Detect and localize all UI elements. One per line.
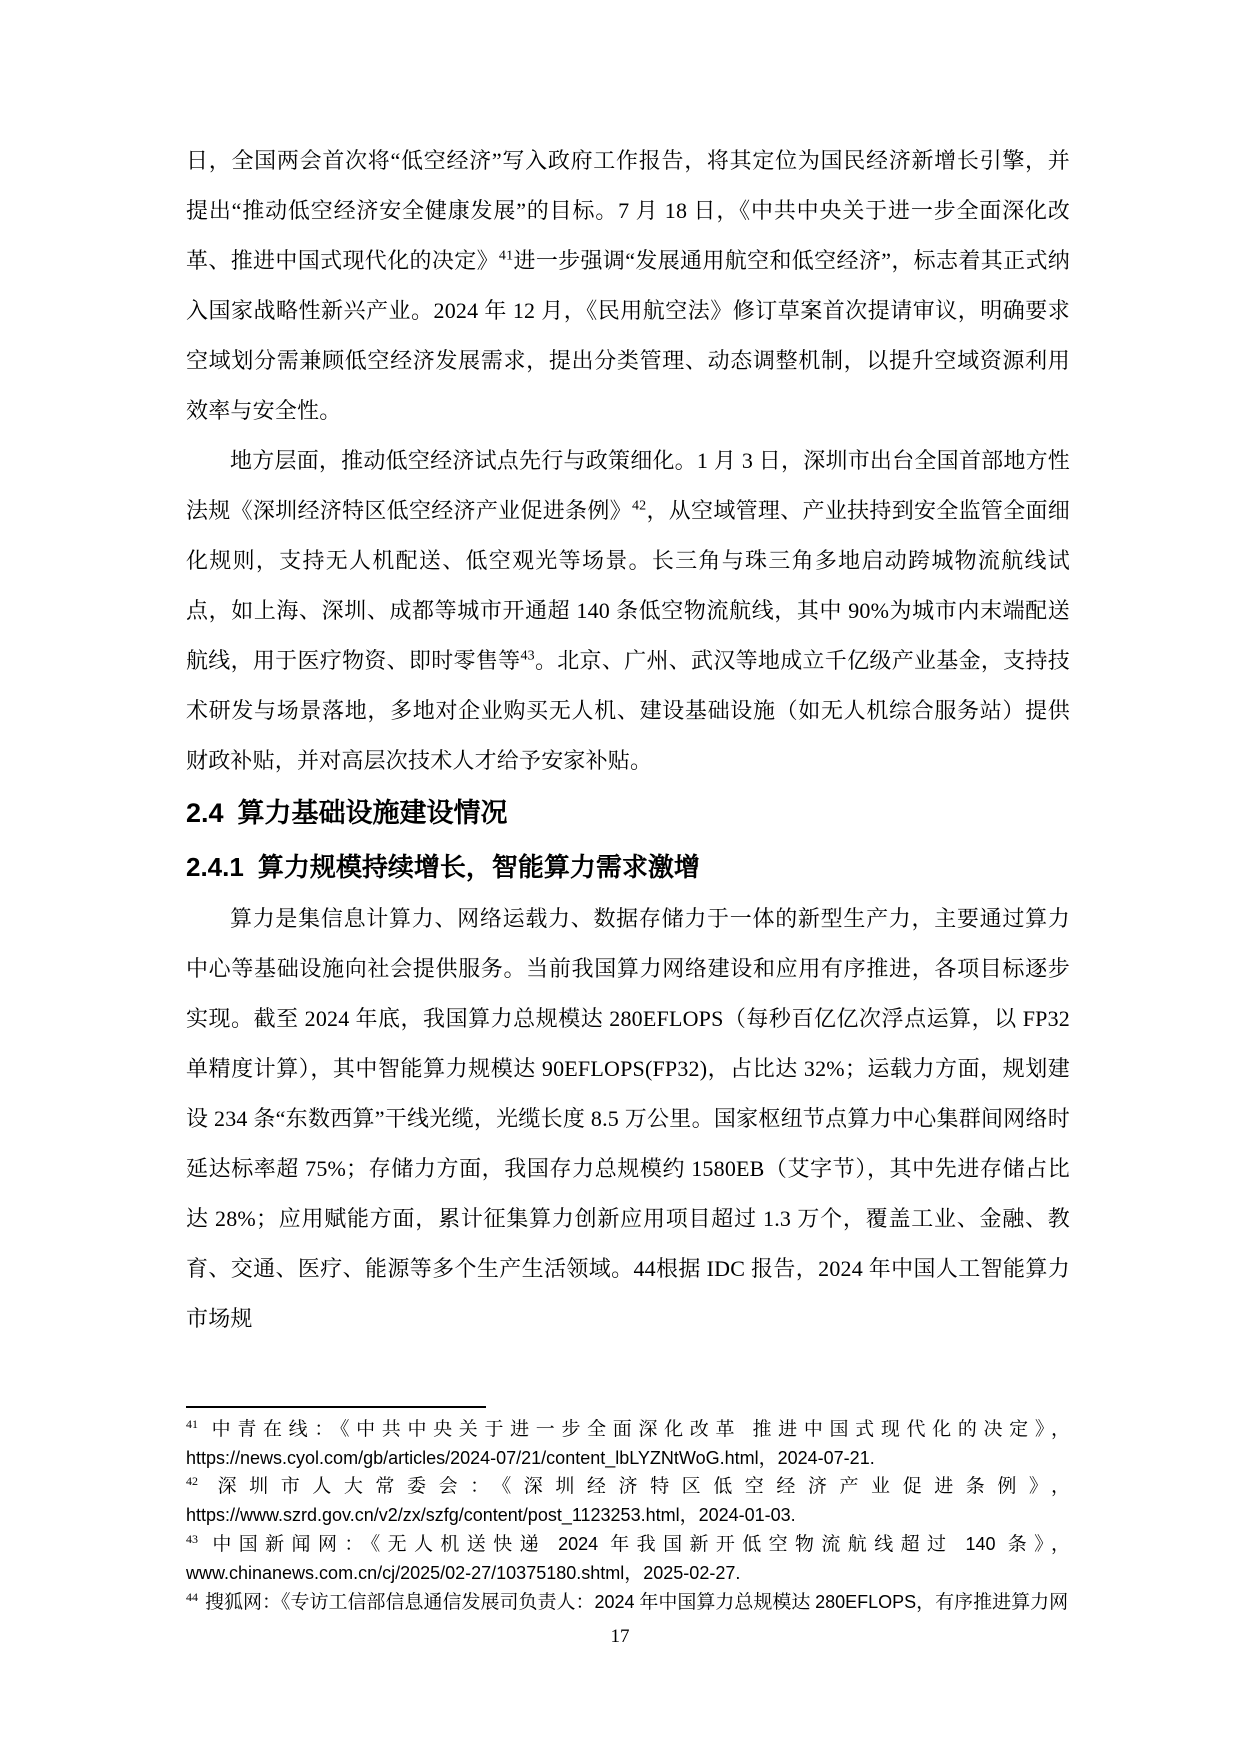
text-segment: 搜狐网：《专访工信部信息通信发展司负责人： [205, 1592, 595, 1613]
footnote-ref: 42 [631, 498, 647, 514]
text-segment: 140 [965, 1534, 996, 1554]
text-segment: 2024 [594, 1592, 635, 1612]
section-number: 2.4 [186, 798, 224, 828]
text-segment: https://www.szrd.gov.cn/v2/zx/szfg/content/post_1123253.html [186, 1505, 680, 1525]
text-segment: 深圳市人大常委会：《深圳经济特区低空经济产业促进条例》， [205, 1476, 1070, 1497]
paragraph-local-pilot-policies [186, 436, 1070, 786]
page-number: 17 [610, 1626, 630, 1647]
text-segment: 条》， [995, 1534, 1070, 1555]
text-segment: 地方层面，推动低空经济试点先行与政策细化。1 月 3 日，深圳市出台全国首部地方性法规《深圳经济特区低空经济产业促进条例》 [186, 448, 1070, 523]
footnote-ref: 42 [186, 1473, 198, 1488]
footnote-area [186, 1406, 1070, 1617]
footnote-ref: 41 [498, 248, 514, 264]
footnote-ref: 43 [186, 1531, 198, 1546]
subsection-heading-2-4-1 [186, 840, 1070, 894]
text-segment: ，有序推进算力网 [916, 1592, 1069, 1613]
text-segment: 280EFLOPS [815, 1592, 917, 1612]
text-segment: 中青在线：《中共中央关于进一步全面深化改革 推进中国式现代化的决定》， [205, 1419, 1070, 1440]
text-segment: 年中国算力总规模达 [634, 1592, 816, 1613]
text-segment: 日，全国两会首次将“低空经济”写入政府工作报告，将其定位为国民经济新增长引擎，并提出“推动低空经济安全健康发展”的目标。7 月 18 日，《中共中央关于进一步全面深化改革、推进中国式现代化的决定》 [186, 148, 1070, 273]
footnote-ref: 43 [520, 648, 535, 664]
text-segment: 进一步强调“发展通用航空和低空经济”，标志着其正式纳入国家战略性新兴产业。2024 年 12 月，《民用航空法》修订草案首次提请审议，明确要求空域划分需兼顾低空经济发展需求，提出分类管理、动态调整机制，以提升空域资源利用效率与安全性。 [186, 248, 1070, 423]
text-segment: www.chinanews.com.cn/cj/2025/02-27/10375180.shtml [186, 1563, 625, 1583]
text-segment: https://news.cyol.com/gb/articles/2024-07/21/content_lbLYZNtWoG.html [186, 1448, 759, 1468]
section-heading-2-4 [186, 786, 1070, 840]
subsection-title: 算力规模持续增长，智能算力需求激增 [257, 852, 700, 882]
text-segment: 年我国新开低空物流航线超过 [598, 1534, 966, 1555]
text-segment: 2024-01-03. [698, 1505, 796, 1525]
footnote-separator [186, 1406, 486, 1408]
footnote-43 [186, 1530, 1070, 1588]
text-segment: 2025-02-27. [643, 1563, 741, 1583]
text-segment: 2024 [558, 1534, 599, 1554]
text-segment: 算力是集信息计算力、网络运载力、数据存储力于一体的新型生产力，主要通过算力中心等基础设施向社会提供服务。当前我国算力网络建设和应用有序推进，各项目标逐步实现。截至 2024 年底，我国算力总规模达 280EFLOPS（每秒百亿亿次浮点运算，以 FP32 单精度计算），其中智能算力规模达 90EFLOPS(FP32)，占比达 32%；运载力方面，规划建设 234 条“东数西算”干线光缆，光缆长度 8.5 万公里。国家枢纽节点算力中心集群间网络时延达标率超 75%；存储力方面，我国存力总规模约 1580EB（艾字节），其中先进存储占比达 28%；应用赋能方面，累计征集算力创新应用项目超过 1.3 万个，覆盖工业、金融、教育、交通、医疗、能源等多个生产生活领域。44根据 IDC 报告，2024 年中国人工智能算力市场规 [186, 906, 1070, 1331]
section-title: 算力基础设施建设情况 [237, 798, 508, 828]
footnote-44 [186, 1588, 1070, 1617]
footnote-ref: 44 [186, 1589, 198, 1604]
text-segment: 中国新闻网：《无人机送快递 [205, 1534, 559, 1555]
footnote-ref: 41 [186, 1416, 198, 1431]
text-segment: 。北京、广州、武汉等地成立千亿级产业基金，支持技术研发与场景落地，多地对企业购买无人机、建设基础设施（如无人机综合服务站）提供财政补贴，并对高层次技术人才给予安家补贴。 [186, 648, 1070, 773]
text-segment: ， [624, 1563, 644, 1584]
text-segment: ， [758, 1448, 778, 1469]
text-segment: 2024-07-21. [777, 1448, 875, 1468]
footnote-42 [186, 1473, 1070, 1530]
paragraph-low-altitude-policy [186, 136, 1070, 436]
text-segment: ，从空域管理、产业扶持到安全监管全面细化规则，支持无人机配送、低空观光等场景。长三角与珠三角多地启动跨城物流航线试点，如上海、深圳、成都等城市开通超 140 条低空物流航线，其中 90%为城市内末端配送航线，用于医疗物资、即时零售等 [186, 498, 1070, 673]
paragraph-computing-power-scale [186, 894, 1070, 1344]
subsection-number: 2.4.1 [186, 852, 244, 882]
footnote-41 [186, 1416, 1070, 1473]
text-segment: ， [679, 1505, 699, 1526]
